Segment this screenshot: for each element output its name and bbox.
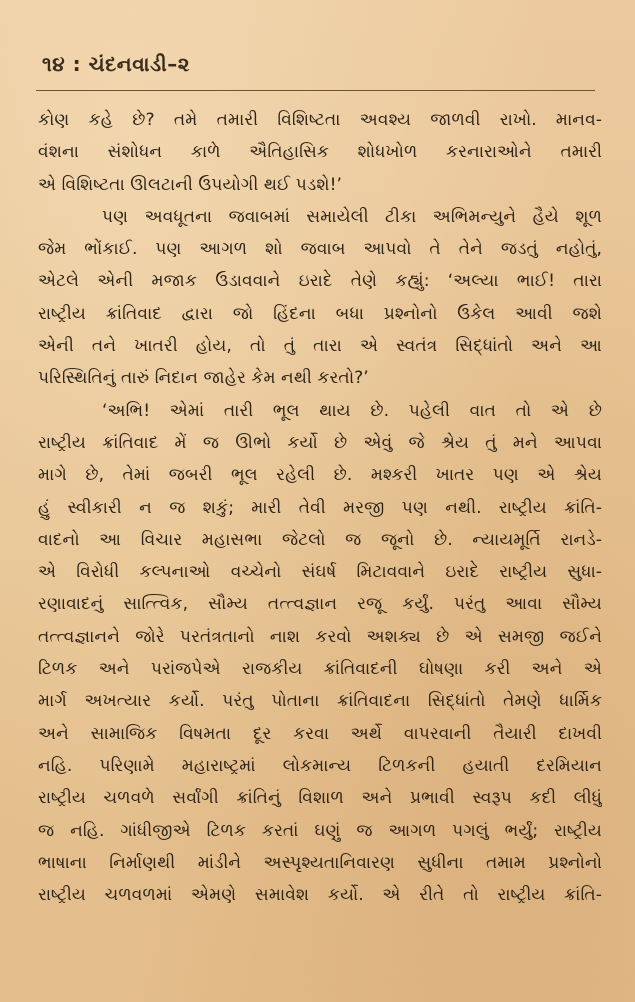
text-line: એ વિશિષ્ટતા ઊલટાની ઉપયોગી થઈ પડશે!’ bbox=[38, 174, 342, 195]
text-line: રાષ્ટ્રીય ચળવળે સર્વાંગી ક્રાંતિનું વિશાળ અને પ્રભાવી સ્વરૂપ કદી લીધું bbox=[38, 788, 602, 809]
text-line: માગે છે, તેમાં જબરી ભૂલ રહેલી છે. મશ્કરી ખાતર પણ એ શ્રેય bbox=[38, 465, 602, 486]
text-line: વાદનો આ વિચાર મહાસભા જેટલો જ જૂનો છે. ન્યાયમૂર્તિ રાનડે- bbox=[38, 529, 602, 550]
text-line: ભાષાના નિર્માણથી માંડીને અસ્પૃશ્યતાનિવારણ સુધીના તમામ પ્રશ્નોનો bbox=[38, 852, 602, 873]
text-line: કોણ કહે છે? તમે તમારી વિશિષ્ટતા અવશ્ય જાળવી રાખો. માનવ- bbox=[38, 110, 602, 130]
text-line: એટલે એની મજાક ઉડાવવાને ઇરાદે તેણે કહ્યું: ‘અલ્યા ભાઈ! તારા bbox=[38, 271, 602, 292]
text-line: હું સ્વીકારી ન જ શકું; મારી તેવી મરજી પણ નથી. રાષ્ટ્રીય ક્રાંતિ- bbox=[38, 497, 602, 518]
text-line: જ નહિ. ગાંધીજીએ ટિળક કરતાં ઘણું જ આગળ પગલું ભર્યું; રાષ્ટ્રીય bbox=[38, 820, 602, 841]
text-line: એની તને ખાતરી હોય, તો તું તારા એ સ્વતંત્ર સિદ્ધાંતો અને આ bbox=[38, 336, 602, 357]
text-line: ‘અભિ! એમાં તારી ભૂલ થાય છે. પહેલી વાત તો એ છે bbox=[102, 400, 602, 421]
text-line: માર્ગ અખત્યાર કર્યો. પરંતુ પોતાના ક્રાંતિવાદના સિદ્ધાંતો તેમણે ધાર્મિક bbox=[38, 691, 602, 712]
text-line: પરિસ્થિતિનું તારું નિદાન જાહેર કેમ નથી કરતો?’ bbox=[38, 368, 369, 389]
text-line: તત્ત્વજ્ઞાનને જોરે પરતંત્રતાનો નાશ કરવો અશક્ય છે એ સમજી જઈને bbox=[38, 626, 602, 647]
header-divider bbox=[36, 90, 595, 91]
text-line: રાષ્ટ્રીય ક્રાંતિવાદ દ્વારા જો હિંદના બધા પ્રશ્નોનો ઉકેલ આવી જશે bbox=[38, 303, 602, 324]
body-text bbox=[38, 104, 602, 911]
text-line: ટિળક અને પરાંજપેએ રાજકીય ક્રાંતિવાદની ઘોષણા કરી અને એ bbox=[38, 659, 602, 680]
text-line: નહિ. પરિણામે મહારાષ્ટ્રમાં લોકમાન્ય ટિળકની હયાતી દરમિયાન bbox=[38, 755, 602, 776]
text-line: જેમ ભોંકાઈ. પણ આગળ શો જવાબ આપવો તે તેને જડતું નહોતું, bbox=[38, 239, 602, 260]
text-line: રાષ્ટ્રીય ક્રાંતિવાદ મેં જ ઊભો કર્યો છે એવું જે શ્રેય તું મને આપવા bbox=[38, 432, 602, 453]
text-line: રાષ્ટ્રીય ચળવળમાં એમણે સમાવેશ કર્યો. એ રીતે તો રાષ્ટ્રીય ક્રાંતિ- bbox=[38, 885, 602, 906]
text-line: રણાવાદનું સાત્ત્વિક, સૌમ્ય તત્ત્વજ્ઞાન રજૂ કર્યું. પરંતુ આવા સૌમ્ય bbox=[38, 594, 602, 615]
text-line: વંશના સંશોધન કાળે ઐતિહાસિક શોધખોળ કરનારાઓને તમારી bbox=[38, 142, 602, 163]
text-line: પણ અવધૂતના જવાબમાં સમાયેલી ટીકા અભિમન્યુને હૈયે શૂળ bbox=[102, 206, 602, 227]
page-header: ૧૪ : ચંદનવાડી–૨ bbox=[42, 52, 191, 76]
text-line: એ વિરોધી કલ્પનાઓ વચ્ચેનો સંઘર્ષ મિટાવવાને ઇરાદે રાષ્ટ્રીય સુધા- bbox=[38, 562, 602, 583]
text-line: અને સામાજિક વિષમતા દૂર કરવા અર્થે વાપરવાની તૈયારી દાખવી bbox=[38, 723, 602, 744]
